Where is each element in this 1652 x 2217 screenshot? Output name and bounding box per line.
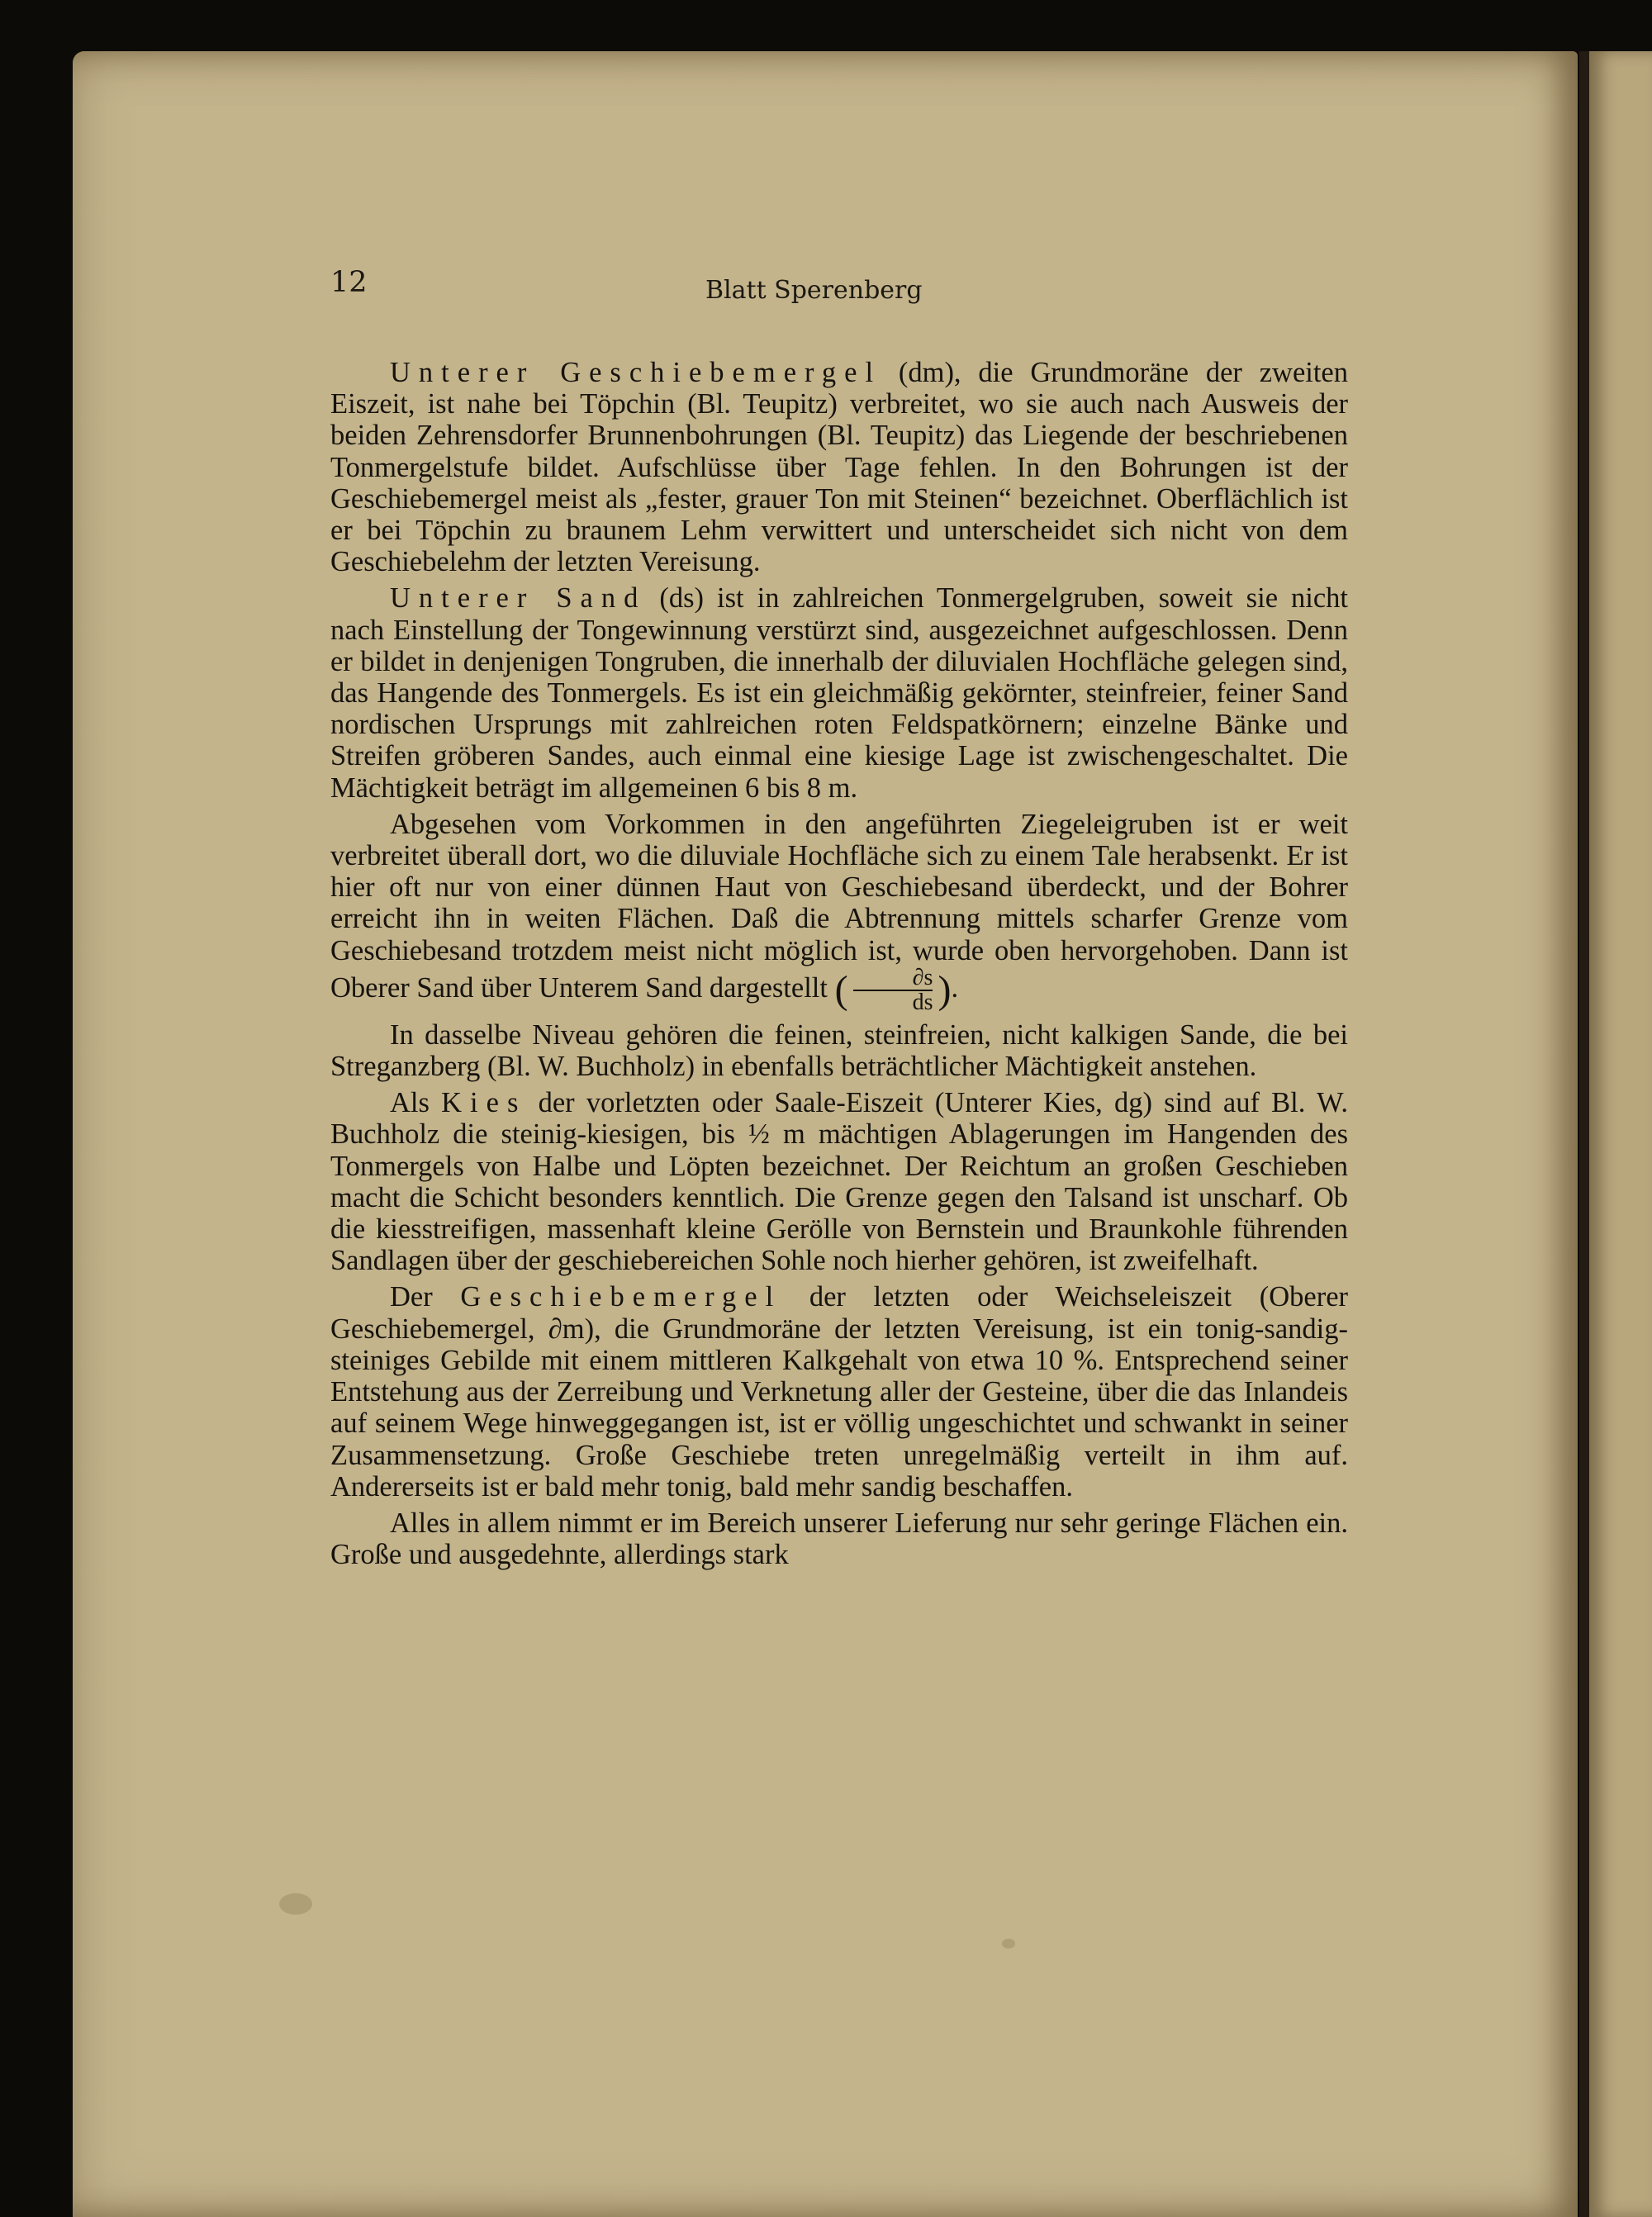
paragraph-text: (ds) ist in zahlreichen Tonmergelgruben, soweit sie nicht nach Einstellung der Tongewinnung verstürzt sind, ausgezeichnet aufgeschlossen. Denn er bildet in denjenigen Tongruben, die innerhalb der diluvialen Hochfläche gelegen sind, das Hangende des Tonmergels. Es ist ein gleichmäßig gekörnter, steinfreier, feiner Sand nordischen Ursprungs mit zahlreichen roten Feldspatkörnern; einzelne Bänke und Streifen gröberen Sandes, auch einmal eine kiesige Lage ist zwischengeschaltet. Die Mächtigkeit beträgt im allgemeinen 6 bis 8 m.	[330, 582, 1348, 804]
paragraph-text: der letzten oder Weichseleiszeit (Oberer Geschiebemergel, ∂m), die Grundmoräne der letzten Vereisung, ist ein tonig-sandig-steiniges Gebilde mit einem mittleren Kalkgehalt von etwa 10 %. Entsprechend seiner Entstehung aus der Zerreibung und Verknetung aller der Gesteine, über die das Inlandeis auf seinem Wege hinweggegangen ist, ist er völlig ungeschichtet und schwankt in seiner Zusammensetzung. Große Geschiebe treten unregelmäßig verteilt in ihm auf. Andererseits ist er bald mehr tonig, bald mehr sandig beschaffen.	[330, 1281, 1349, 1503]
fraction-numerator: ∂s	[912, 964, 933, 990]
page-header	[0, 266, 1652, 306]
paragraph-lead: Als	[390, 1087, 442, 1119]
paragraph-vorkommen	[330, 809, 1348, 1014]
page-number: 12	[330, 266, 368, 299]
running-head: Blatt Sperenberg	[705, 276, 923, 305]
paren-open: (	[834, 967, 848, 1012]
page-gutter-edge	[1579, 51, 1589, 2217]
paragraph-oberer-geschiebemergel	[330, 1281, 1348, 1502]
fraction-denominator: ds	[853, 990, 933, 1014]
paragraph-lead: Der	[390, 1281, 461, 1313]
section-term: Unterer Sand	[390, 582, 647, 615]
section-term: Geschiebemergel	[460, 1281, 782, 1313]
paragraph-text: Alles in allem nimmt er im Bereich unserer Lieferung nur sehr geringe Flächen ein. Große und ausgedehnte, allerdings stark	[330, 1507, 1348, 1571]
paragraph-text: Abgesehen vom Vorkommen in den angeführten Ziegeleigruben ist er weit verbreitet überall dort, wo die diluviale Hochfläche sich zu einem Tale herabsenkt. Er ist hier oft nur von einer dünnen Haut von Geschiebesand überdeckt, und der Bohrer erreicht ihn in weiten Flächen. Daß die Abtrennung mittels scharfer Grenze vom Geschiebesand trotzdem meist nicht möglich ist, wurde oben hervorgehoben. Dann ist Oberer Sand über Unterem Sand dargestellt	[330, 808, 1348, 1004]
paragraph-unterer-geschiebemergel	[330, 357, 1348, 577]
paragraph-end: .	[951, 971, 959, 1004]
paragraph-niveau	[330, 1019, 1348, 1082]
paper-stain	[279, 1893, 312, 1915]
section-term: Unterer Geschiebemergel	[390, 357, 882, 388]
paragraph-kies	[330, 1087, 1348, 1276]
paragraph-text: In dasselbe Niveau gehören die feinen, steinfreien, nicht kalkigen Sande, die bei Streganzberg (Bl. W. Buchholz) in ebenfalls beträchtlicher Mächtigkeit anstehen.	[330, 1018, 1348, 1083]
body-text	[330, 357, 1348, 1575]
paper-stain	[1002, 1939, 1015, 1949]
paragraph-flaechen	[330, 1507, 1348, 1570]
adjacent-page-edge	[1589, 51, 1652, 2217]
paragraph-text: der vorletzten oder Saale-Eiszeit (Unterer Kies, dg) sind auf Bl. W. Buchholz die steinig-kiesigen, bis ½ m mächtigen Ablagerungen im Hangenden des Tonmergels von Halbe und Löpten bezeichnet. Der Reichtum an großen Geschieben macht die Schicht besonders kenntlich. Die Grenze gegen den Talsand ist unscharf. Ob die kiesstreifigen, massenhaft kleine Gerölle von Bernstein und Braunkohle führenden Sandlagen über der geschiebereichen Sohle noch hierher gehören, ist zweifelhaft.	[330, 1087, 1348, 1277]
paren-close: )	[938, 967, 952, 1012]
paragraph-text: (dm), die Grundmoräne der zweiten Eiszeit, ist nahe bei Töpchin (Bl. Teupitz) verbreitet, wo sie auch nach Ausweis der beiden Zehrensdorfer Brunnenbohrungen (Bl. Teupitz) das Liegende der beschriebenen Tonmergelstufe bildet. Aufschlüsse über Tage fehlen. In den Bohrungen ist der Geschiebemergel meist als „fester, grauer Ton mit Steinen“ bezeichnet. Oberflächlich ist er bei Töpchin zu braunem Lehm verwittert und unterscheidet sich nicht von dem Geschiebelehm der letzten Vereisung.	[330, 357, 1348, 578]
paragraph-unterer-sand	[330, 582, 1348, 803]
symbol-fraction	[853, 966, 933, 1014]
section-term: Kies	[441, 1087, 527, 1119]
